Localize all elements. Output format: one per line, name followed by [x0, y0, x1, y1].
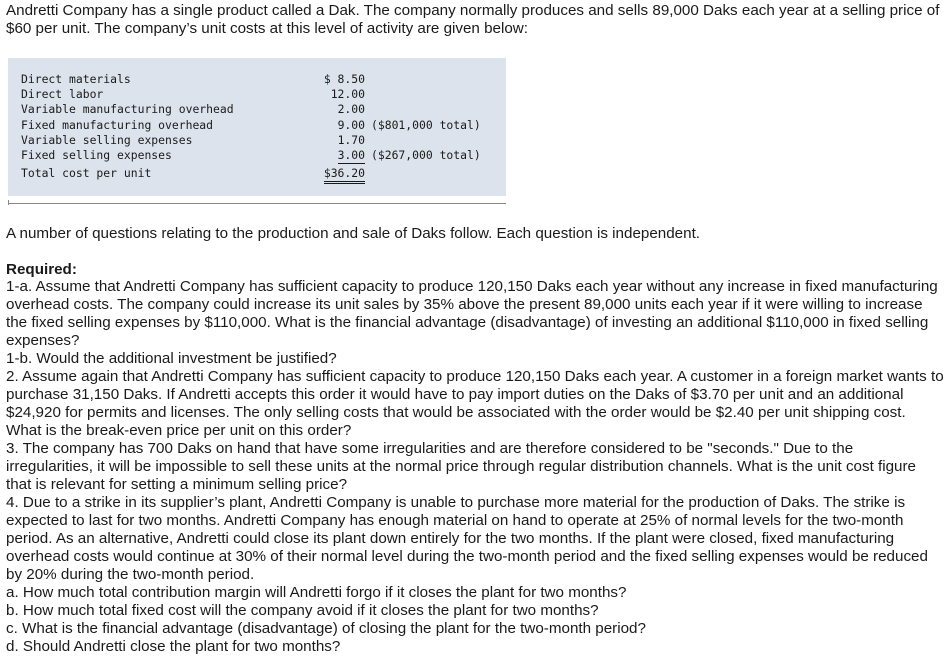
- cost-note: [365, 87, 481, 102]
- question-1b: 1-b. Would the additional investment be justified?: [6, 350, 337, 367]
- cost-row: [21, 118, 481, 133]
- cost-note: ($801,000 total): [371, 117, 481, 132]
- question-4a: a. How much total contribution margin will Andretti forgo if it closes the plant for two months?: [6, 584, 627, 601]
- question-3: 3. The company has 700 Daks on hand that have some irregularities and are therefore considered to be "seconds." Due to the irregularities, it will be impossible to sell these units at the normal price through regular distribution channels. What is the unit cost figure that is relevant for setting a minimum selling price?: [6, 440, 917, 493]
- cost-note: [365, 133, 481, 148]
- cost-row: [21, 102, 481, 117]
- cost-row: [21, 72, 481, 87]
- cost-amount: 12.00: [330, 87, 365, 102]
- cost-row: [21, 87, 481, 102]
- table-divider-tick: [8, 200, 9, 205]
- required-heading: Required:: [6, 261, 77, 278]
- cost-label: Direct materials: [21, 72, 131, 86]
- question-2: 2. Assume again that Andretti Company has sufficient capacity to produce 120,150 Daks each year. A customer in a foreign market wants to purchase 31,150 Daks. If Andretti accepts this order it would have to pay import duties on the Daks of $3.70 per unit and an additional $24,920 for permits and licenses. The only selling costs that would be associated with the order would be $2.40 per unit shipping cost. What is the break-even price per unit on this order?: [6, 368, 944, 439]
- cost-label: Variable manufacturing overhead: [21, 102, 234, 117]
- cost-note: [365, 163, 481, 181]
- question-4d: d. Should Andretti close the plant for two months?: [6, 638, 341, 655]
- cost-row: [21, 133, 481, 148]
- cost-note: [365, 102, 481, 117]
- cost-row: [21, 148, 481, 163]
- question-4b: b. How much total fixed cost will the company avoid if it closes the plant for two months?: [6, 602, 599, 619]
- cost-label: Fixed selling expenses: [21, 148, 172, 163]
- cost-amount: 1.70: [337, 132, 365, 147]
- cost-amount: 3.00: [337, 148, 365, 163]
- cost-amount: 2.00: [337, 102, 365, 117]
- intro-paragraph: Andretti Company has a single product called a Dak. The company normally produces and sells 89,000 Daks each year at a selling price of $60 per unit. The company’s unit costs at this level of activity are given below:: [6, 2, 940, 37]
- total-row: [21, 163, 481, 181]
- question-4c: c. What is the financial advantage (disadvantage) of closing the plant for the two-month period?: [6, 620, 646, 637]
- table-divider: [8, 203, 506, 204]
- question-1a: 1-a. Assume that Andretti Company has sufficient capacity to produce 120,150 Daks each year without any increase in fixed manufacturing overhead costs. The company could increase its unit sales by 35% above the present 89,000 units each year if it were willing to increase the fixed selling expenses by $110,000. What is the financial advantage (disadvantage) of investing an additional $110,000 in fixed selling expenses?: [6, 278, 938, 349]
- unit-cost-table: [21, 72, 481, 181]
- questions-list: [6, 278, 944, 656]
- independence-note: A number of questions relating to the production and sale of Daks follow. Each question is independent.: [6, 225, 701, 242]
- cost-amount: 9.00: [337, 117, 365, 132]
- cost-note: ($267,000 total): [371, 148, 481, 163]
- cost-note: [365, 72, 481, 87]
- cost-label: Direct labor: [21, 87, 104, 102]
- unit-cost-table-panel: [8, 58, 506, 196]
- total-label: Total cost per unit: [21, 166, 152, 181]
- cost-amount: $ 8.50: [323, 72, 365, 86]
- total-amount: $36.20: [301, 163, 365, 181]
- cost-label: Fixed manufacturing overhead: [21, 117, 214, 132]
- question-4: 4. Due to a strike in its supplier’s plant, Andretti Company is unable to purchase more material for the production of Daks. The strike is expected to last for two months. Andretti Company has enough material on hand to operate at 25% of normal levels for the two-month period. As an alternative, Andretti could close its plant down entirely for the two months. If the plant were closed, fixed manufacturing overhead costs would continue at 30% of their normal level during the two-month period and the fixed selling expenses would be reduced by 20% during the two-month period.: [6, 494, 928, 583]
- cost-label: Variable selling expenses: [21, 132, 193, 147]
